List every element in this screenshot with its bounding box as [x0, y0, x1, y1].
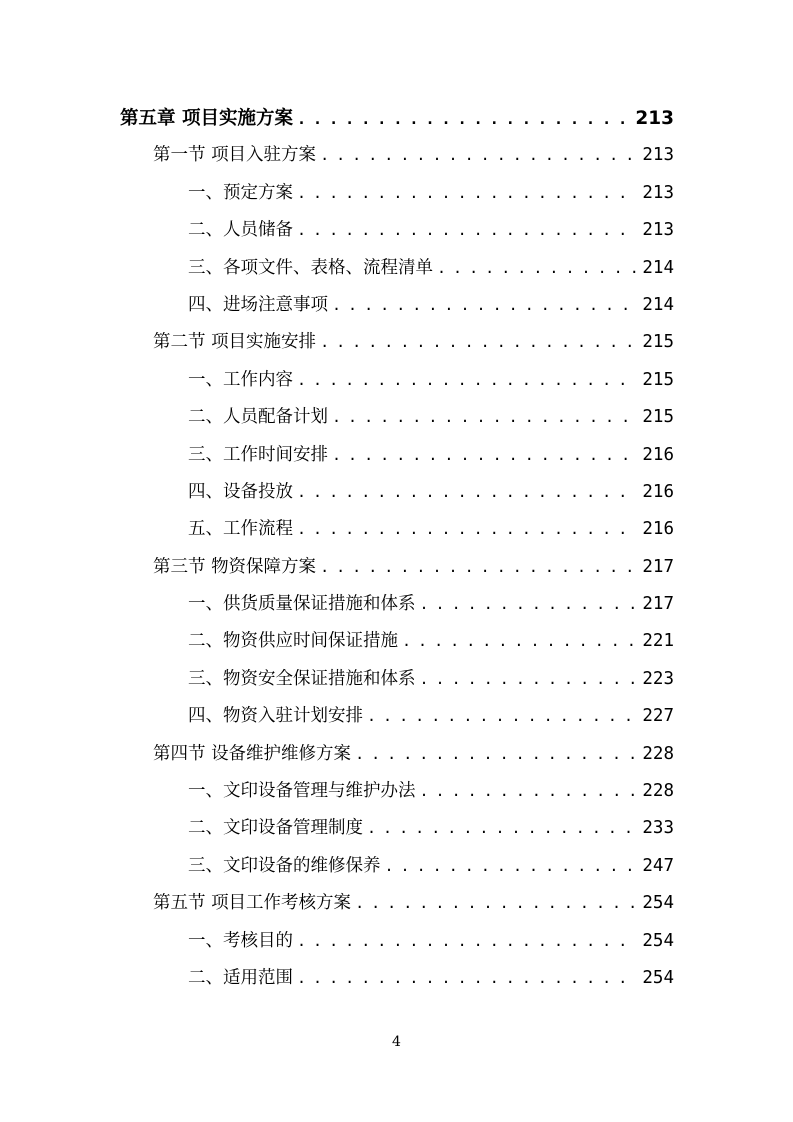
- toc-dot-leader: [420, 586, 637, 623]
- toc-entry-title: 一、考核目的: [188, 930, 293, 951]
- toc-entry-title: 二、人员储备: [188, 220, 293, 241]
- toc-entry-page: 223: [642, 668, 674, 689]
- toc-entry-item[interactable]: [120, 437, 674, 474]
- toc-entry-title: 四、进场注意事项: [188, 294, 328, 315]
- toc-dot-leader: [385, 848, 637, 885]
- toc-entry-section-2[interactable]: [120, 324, 674, 361]
- page-number: 4: [392, 1034, 401, 1050]
- toc-entry-page: 215: [642, 332, 674, 353]
- toc-entry-page: 217: [642, 556, 674, 577]
- toc-entry-page: 215: [642, 407, 674, 428]
- toc-entry-title: 三、各项文件、表格、流程清单: [188, 257, 433, 278]
- toc-dot-leader: [332, 399, 636, 436]
- toc-dot-leader: [297, 960, 636, 997]
- toc-entry-section-3[interactable]: [120, 549, 674, 586]
- toc-dot-leader: [320, 324, 636, 361]
- toc-entry-section-1[interactable]: [120, 137, 674, 174]
- toc-entry-page: 216: [642, 519, 674, 540]
- toc-entry-page: 228: [642, 743, 674, 764]
- toc-entry-item[interactable]: [120, 661, 674, 698]
- toc-entry-item[interactable]: [120, 698, 674, 735]
- toc-dot-leader: [297, 212, 636, 249]
- toc-entry-page: 228: [642, 781, 674, 802]
- toc-entry-title: 第五章 项目实施方案: [120, 108, 293, 129]
- toc-dot-leader: [355, 885, 636, 922]
- toc-entry-page: 213: [642, 220, 674, 241]
- toc-entry-title: 三、工作时间安排: [188, 444, 328, 465]
- toc-entry-item[interactable]: [120, 287, 674, 324]
- toc-entry-page: 216: [642, 481, 674, 502]
- toc-entry-title: 二、文印设备管理制度: [188, 818, 363, 839]
- toc-entry-title: 第三节 物资保障方案: [153, 556, 317, 577]
- toc-entry-title: 二、适用范围: [188, 967, 293, 988]
- toc-entry-item[interactable]: [120, 511, 674, 548]
- toc-entry-page: 221: [642, 631, 674, 652]
- toc-dot-leader: [297, 474, 636, 511]
- toc-entry-title: 五、工作流程: [188, 519, 293, 540]
- toc-entry-page: 247: [642, 855, 674, 876]
- toc-entry-title: 三、物资安全保证措施和体系: [188, 668, 416, 689]
- toc-dot-leader: [420, 773, 637, 810]
- toc-entry-item[interactable]: [120, 250, 674, 287]
- toc-entry-item[interactable]: [120, 175, 674, 212]
- toc-entry-page: 216: [642, 444, 674, 465]
- toc-entry-page: 227: [642, 706, 674, 727]
- toc-dot-leader: [297, 175, 636, 212]
- toc-dot-leader: [297, 362, 636, 399]
- toc-entry-item[interactable]: [120, 848, 674, 885]
- toc-entry-item[interactable]: [120, 960, 674, 997]
- toc-entry-title: 一、供货质量保证措施和体系: [188, 594, 416, 615]
- toc-dot-leader: [420, 661, 637, 698]
- toc-dot-leader: [355, 736, 636, 773]
- toc-entry-title: 第五节 项目工作考核方案: [153, 893, 352, 914]
- table-of-contents: [120, 100, 674, 997]
- toc-entry-page: 214: [642, 294, 674, 315]
- toc-dot-leader: [297, 923, 636, 960]
- toc-entry-page: 217: [642, 594, 674, 615]
- toc-entry-item[interactable]: [120, 474, 674, 511]
- toc-entry-item[interactable]: [120, 923, 674, 960]
- toc-entry-page: 213: [635, 108, 674, 129]
- toc-entry-page: 254: [642, 893, 674, 914]
- toc-dot-leader: [297, 101, 629, 138]
- toc-entry-item[interactable]: [120, 810, 674, 847]
- toc-entry-title: 四、物资入驻计划安排: [188, 706, 363, 727]
- toc-entry-title: 一、文印设备管理与维护办法: [188, 781, 416, 802]
- toc-entry-title: 一、工作内容: [188, 369, 293, 390]
- toc-entry-item[interactable]: [120, 399, 674, 436]
- toc-dot-leader: [367, 698, 636, 735]
- toc-entry-section-4[interactable]: [120, 736, 674, 773]
- toc-entry-item[interactable]: [120, 623, 674, 660]
- toc-entry-item[interactable]: [120, 586, 674, 623]
- toc-entry-title: 二、人员配备计划: [188, 407, 328, 428]
- toc-entry-title: 第四节 设备维护维修方案: [153, 743, 352, 764]
- toc-entry-title: 第二节 项目实施安排: [153, 332, 317, 353]
- toc-entry-title: 四、设备投放: [188, 481, 293, 502]
- toc-entry-title: 三、文印设备的维修保养: [188, 855, 381, 876]
- toc-entry-title: 二、物资供应时间保证措施: [188, 631, 398, 652]
- toc-entry-page: 254: [642, 967, 674, 988]
- toc-entry-page: 213: [642, 182, 674, 203]
- toc-entry-item[interactable]: [120, 773, 674, 810]
- toc-entry-item[interactable]: [120, 362, 674, 399]
- toc-entry-page: 254: [642, 930, 674, 951]
- toc-entry-item[interactable]: [120, 212, 674, 249]
- toc-dot-leader: [320, 137, 636, 174]
- toc-entry-chapter-5[interactable]: [120, 100, 674, 137]
- toc-dot-leader: [297, 511, 636, 548]
- toc-dot-leader: [437, 250, 636, 287]
- toc-entry-page: 213: [642, 145, 674, 166]
- toc-dot-leader: [332, 437, 636, 474]
- toc-dot-leader: [367, 810, 636, 847]
- toc-entry-section-5[interactable]: [120, 885, 674, 922]
- toc-entry-page: 233: [642, 818, 674, 839]
- toc-dot-leader: [332, 287, 636, 324]
- toc-entry-page: 215: [642, 369, 674, 390]
- toc-dot-leader: [320, 549, 636, 586]
- toc-entry-page: 214: [642, 257, 674, 278]
- toc-entry-title: 第一节 项目入驻方案: [153, 145, 317, 166]
- toc-dot-leader: [402, 623, 636, 660]
- toc-entry-title: 一、预定方案: [188, 182, 293, 203]
